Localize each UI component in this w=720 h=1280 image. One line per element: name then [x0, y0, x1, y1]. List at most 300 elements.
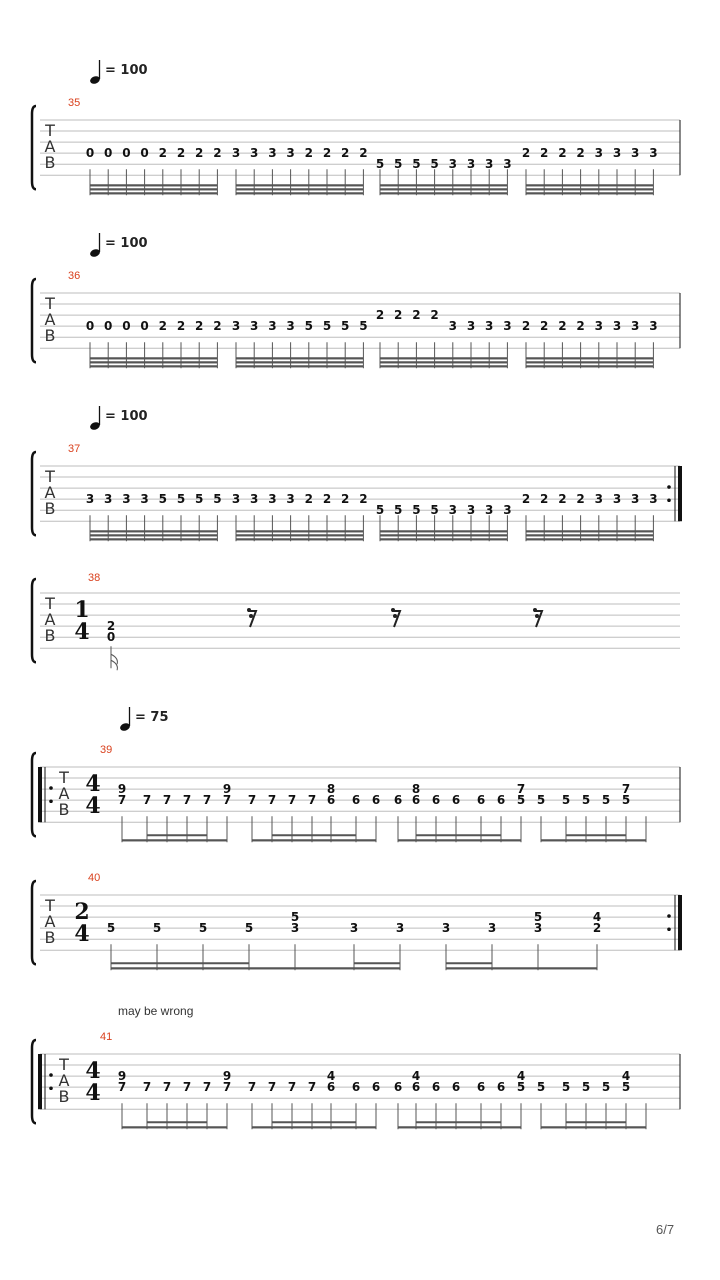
- beam: [147, 834, 207, 836]
- tab-fret-number: 3: [268, 492, 277, 507]
- tab-fret-number: 6: [431, 1080, 441, 1095]
- tab-fret-number: 3: [594, 146, 603, 161]
- tab-fret-number: 9: [222, 1069, 232, 1084]
- tab-fret-number: 6: [476, 1080, 486, 1095]
- tab-fret-number: 3: [395, 921, 405, 936]
- beam: [90, 357, 217, 359]
- tab-fret-number: 2: [540, 492, 549, 507]
- tab-fret-number: 3: [594, 319, 603, 334]
- tab-fret-number: 3: [448, 157, 457, 172]
- tab-fret-number: 3: [612, 319, 622, 334]
- rest-dot: [535, 614, 539, 618]
- end-barline-thick: [678, 466, 682, 521]
- time-signature-bottom: 4: [85, 1080, 101, 1106]
- tab-fret-number: 2: [158, 319, 167, 334]
- rest-dot: [533, 608, 537, 612]
- tab-fret-number: 3: [231, 146, 241, 161]
- tab-fret-number: 4: [326, 1069, 336, 1084]
- tab-fret-number: 0: [140, 319, 149, 334]
- tab-fret-number: 3: [250, 492, 259, 507]
- tab-fret-number: 3: [503, 319, 512, 334]
- tab-fret-number: 3: [448, 503, 457, 518]
- beam: [380, 192, 507, 194]
- tab-clef-letter: B: [44, 499, 56, 518]
- tab-fret-number: 3: [349, 921, 359, 936]
- tab-fret-number: 2: [213, 146, 222, 161]
- rest-dot: [391, 608, 395, 612]
- tab-fret-number: 3: [631, 146, 640, 161]
- system-bracket: [32, 279, 36, 362]
- tab-fret-number: 3: [268, 146, 277, 161]
- page-number: 6/7: [656, 1222, 675, 1237]
- tab-fret-number: 2: [540, 319, 549, 334]
- tab-fret-number: 3: [649, 492, 658, 507]
- tab-fret-number: 2: [558, 146, 567, 161]
- tab-fret-number: 5: [561, 793, 571, 808]
- tab-fret-number: 0: [104, 146, 113, 161]
- time-signature-bottom: 4: [74, 921, 90, 947]
- repeat-dot: [667, 927, 671, 931]
- tab-fret-number: 7: [222, 1080, 232, 1095]
- tab-fret-number: 7: [222, 793, 232, 808]
- tab-fret-number: 5: [516, 1080, 526, 1095]
- beam: [354, 962, 400, 964]
- beam: [236, 534, 363, 536]
- tab-fret-number: 7: [287, 1080, 297, 1095]
- repeat-dot: [49, 799, 53, 803]
- tab-fret-number: 7: [117, 1080, 127, 1095]
- tab-fret-number: 5: [533, 910, 543, 925]
- tab-fret-number: 6: [351, 1080, 361, 1095]
- system-bracket: [32, 452, 36, 535]
- tab-fret-number: 3: [649, 319, 658, 334]
- beam: [526, 192, 653, 194]
- beam: [272, 834, 356, 836]
- beam: [90, 184, 217, 186]
- beam: [380, 365, 507, 367]
- tab-fret-number: 0: [85, 319, 95, 334]
- tab-fret-number: 5: [394, 503, 403, 518]
- tab-fret-number: 3: [649, 146, 658, 161]
- tab-fret-number: 6: [371, 1080, 381, 1095]
- tab-fret-number: 2: [158, 146, 167, 161]
- tab-fret-number: 2: [558, 319, 567, 334]
- tempo-marking: = 100: [105, 63, 148, 78]
- tab-clef-letter: B: [44, 153, 56, 172]
- tab-fret-number: 3: [485, 157, 494, 172]
- tab-fret-number: 5: [290, 910, 300, 925]
- beam: [398, 839, 521, 841]
- tab-fret-number: 5: [375, 157, 385, 172]
- time-signature-top: 1: [74, 597, 90, 623]
- bar-number: 37: [68, 443, 81, 455]
- tab-clef-letter: B: [44, 928, 56, 947]
- beam: [380, 534, 507, 536]
- tab-fret-number: 2: [359, 146, 368, 161]
- beam: [416, 834, 501, 836]
- tab-fret-number: 2: [592, 921, 602, 936]
- start-repeat-thick: [38, 767, 42, 822]
- tab-clef-letter: T: [59, 768, 69, 787]
- bar-number: 35: [68, 97, 81, 109]
- tab-fret-number: 3: [441, 921, 451, 936]
- tab-fret-number: 7: [182, 793, 192, 808]
- tab-fret-number: 0: [85, 146, 95, 161]
- beam: [122, 1126, 227, 1128]
- system-bracket: [32, 579, 36, 662]
- tab-fret-number: 4: [411, 1069, 421, 1084]
- tab-clef-letter: T: [45, 896, 55, 915]
- tab-fret-number: 3: [448, 319, 457, 334]
- beam: [566, 1121, 626, 1123]
- beam: [236, 365, 363, 367]
- tab-fret-number: 2: [195, 146, 204, 161]
- beam: [526, 188, 653, 190]
- beam: [380, 188, 507, 190]
- tab-fret-number: 7: [142, 793, 152, 808]
- tempo-marking: = 100: [105, 409, 148, 424]
- tab-fret-number: 2: [430, 308, 439, 323]
- tab-clef-letter: A: [44, 137, 56, 156]
- rest-dot: [247, 608, 251, 612]
- beam: [272, 1121, 356, 1123]
- beam: [252, 839, 376, 841]
- tab-clef-letter: A: [44, 610, 56, 629]
- tab-fret-number: 5: [195, 492, 204, 507]
- beam: [236, 184, 363, 186]
- tab-fret-number: 2: [341, 146, 350, 161]
- tab-fret-number: 2: [576, 146, 585, 161]
- tab-clef-letter: B: [58, 1087, 70, 1106]
- tab-fret-number: 6: [371, 793, 381, 808]
- tab-fret-number: 5: [430, 503, 439, 518]
- tab-fret-number: 6: [393, 1080, 403, 1095]
- tab-fret-number: 6: [451, 793, 461, 808]
- tab-clef-letter: B: [44, 326, 56, 345]
- tab-fret-number: 2: [576, 492, 585, 507]
- beam: [236, 530, 363, 532]
- beam: [122, 839, 227, 841]
- bar-number: 36: [68, 270, 81, 282]
- tab-clef-letter: T: [45, 594, 55, 613]
- tab-fret-number: 5: [581, 1080, 591, 1095]
- tab-fret-number: 7: [142, 1080, 152, 1095]
- beam: [90, 192, 217, 194]
- beam: [90, 534, 217, 536]
- tab-fret-number: 3: [290, 921, 300, 936]
- tempo-marking: = 100: [105, 236, 148, 251]
- tab-fret-number: 9: [117, 1069, 127, 1084]
- tab-fret-number: 3: [140, 492, 149, 507]
- beam: [236, 192, 363, 194]
- tab-fret-number: 5: [244, 921, 254, 936]
- tab-fret-number: 2: [521, 319, 531, 334]
- tab-fret-number: 2: [359, 492, 368, 507]
- tab-fret-number: 5: [158, 492, 167, 507]
- tempo-marking: = 75: [135, 710, 169, 725]
- tab-fret-number: 6: [431, 793, 441, 808]
- tab-fret-number: 3: [485, 503, 494, 518]
- tab-fret-number: 3: [612, 492, 622, 507]
- tab-fret-number: 2: [304, 146, 313, 161]
- beam: [541, 839, 646, 841]
- beam: [147, 1121, 207, 1123]
- beam: [380, 184, 507, 186]
- tab-clef-letter: A: [58, 784, 70, 803]
- system-bracket: [32, 753, 36, 836]
- tab-fret-number: 7: [267, 793, 277, 808]
- tab-fret-number: 5: [213, 492, 222, 507]
- tab-fret-number: 5: [412, 157, 421, 172]
- repeat-dot: [667, 498, 671, 502]
- tab-fret-number: 9: [117, 782, 127, 797]
- tab-fret-number: 3: [250, 319, 259, 334]
- beam: [380, 357, 507, 359]
- tab-fret-number: 7: [202, 1080, 212, 1095]
- tab-fret-number: 2: [521, 146, 531, 161]
- tab-fret-number: 5: [412, 503, 421, 518]
- tab-fret-number: 5: [341, 319, 350, 334]
- tab-fret-number: 9: [222, 782, 232, 797]
- tab-fret-number: 5: [176, 492, 186, 507]
- rest-icon: [248, 611, 256, 627]
- tab-fret-number: 4: [621, 1069, 631, 1084]
- tab-fret-number: 5: [601, 1080, 611, 1095]
- tab-fret-number: 5: [621, 793, 631, 808]
- repeat-dot: [667, 485, 671, 489]
- tab-clef-letter: B: [44, 626, 56, 645]
- tab-fret-number: 5: [430, 157, 439, 172]
- repeat-dot: [49, 1086, 53, 1090]
- beam: [380, 538, 507, 540]
- tab-fret-number: 6: [476, 793, 486, 808]
- tab-clef-letter: T: [45, 467, 55, 486]
- tab-fret-number: 3: [466, 503, 476, 518]
- tab-fret-number: 7: [247, 793, 257, 808]
- repeat-dot: [49, 1073, 53, 1077]
- tab-fret-number: 7: [267, 1080, 277, 1095]
- tab-fret-number: 7: [247, 1080, 257, 1095]
- tab-fret-number: 6: [351, 793, 361, 808]
- tab-fret-number: 3: [503, 503, 512, 518]
- beam: [526, 357, 653, 359]
- tab-clef-letter: T: [45, 121, 55, 140]
- beam: [236, 188, 363, 190]
- beam: [236, 538, 363, 540]
- beam: [566, 834, 626, 836]
- tab-fret-number: 7: [287, 793, 297, 808]
- tab-fret-number: 2: [213, 319, 222, 334]
- tab-fret-number: 7: [117, 793, 127, 808]
- tab-fret-number: 3: [250, 146, 259, 161]
- beam: [526, 534, 653, 536]
- time-signature-top: 4: [85, 1058, 101, 1084]
- tab-fret-number: 7: [516, 782, 526, 797]
- tab-fret-number: 2: [176, 319, 186, 334]
- beam: [90, 530, 217, 532]
- tab-fret-number: 5: [152, 921, 162, 936]
- beam: [526, 361, 653, 363]
- tab-fret-number: 0: [106, 630, 116, 645]
- rest-dot: [393, 614, 397, 618]
- tab-fret-number: 0: [122, 146, 131, 161]
- beam: [111, 967, 400, 969]
- beam: [446, 967, 597, 969]
- tab-fret-number: 7: [307, 793, 317, 808]
- tab-fret-number: 3: [85, 492, 95, 507]
- tab-fret-number: 7: [182, 1080, 192, 1095]
- tab-clef-letter: A: [44, 912, 56, 931]
- tab-fret-number: 2: [341, 492, 350, 507]
- tab-fret-number: 2: [176, 146, 186, 161]
- beam: [111, 962, 249, 964]
- beam: [416, 1121, 501, 1123]
- tab-fret-number: 6: [496, 1080, 506, 1095]
- repeat-dot: [49, 786, 53, 790]
- tab-fret-number: 2: [394, 308, 403, 323]
- beam: [541, 1126, 646, 1128]
- tab-fret-number: 6: [411, 1080, 421, 1095]
- tab-fret-number: 2: [576, 319, 585, 334]
- tab-fret-number: 5: [581, 793, 591, 808]
- tab-fret-number: 3: [485, 319, 494, 334]
- tab-fret-number: 5: [536, 1080, 546, 1095]
- tab-fret-number: 5: [375, 503, 385, 518]
- tab-fret-number: 3: [286, 492, 295, 507]
- tab-fret-number: 7: [162, 793, 172, 808]
- tab-fret-number: 7: [202, 793, 212, 808]
- tab-fret-number: 6: [326, 793, 336, 808]
- rest-icon: [534, 611, 542, 627]
- tab-clef-letter: A: [58, 1071, 70, 1090]
- tab-fret-number: 3: [286, 146, 295, 161]
- tab-fret-number: 0: [122, 319, 131, 334]
- tab-clef-letter: T: [45, 294, 55, 313]
- tab-fret-number: 3: [286, 319, 295, 334]
- tab-fret-number: 3: [533, 921, 543, 936]
- tab-fret-number: 0: [140, 146, 149, 161]
- beam: [252, 1126, 376, 1128]
- tab-fret-number: 7: [307, 1080, 317, 1095]
- tab-clef-letter: B: [58, 800, 70, 819]
- start-repeat-thick: [38, 1054, 42, 1109]
- beam: [90, 188, 217, 190]
- tab-fret-number: 0: [104, 319, 113, 334]
- system-bracket: [32, 106, 36, 189]
- beam: [526, 530, 653, 532]
- tab-fret-number: 2: [540, 146, 549, 161]
- bar-number: 38: [88, 572, 101, 584]
- tab-fret-number: 7: [162, 1080, 172, 1095]
- tab-fret-number: 2: [412, 308, 421, 323]
- tab-fret-number: 5: [304, 319, 313, 334]
- tab-fret-number: 3: [104, 492, 113, 507]
- tab-fret-number: 2: [106, 619, 116, 634]
- tab-fret-number: 5: [621, 1080, 631, 1095]
- tab-fret-number: 3: [466, 319, 476, 334]
- system-bracket: [32, 881, 36, 964]
- tab-fret-number: 3: [503, 157, 512, 172]
- tab-fret-number: 3: [268, 319, 277, 334]
- tab-fret-number: 2: [322, 146, 332, 161]
- tab-fret-number: 5: [601, 793, 611, 808]
- tab-fret-number: 8: [411, 782, 421, 797]
- tab-fret-number: 5: [106, 921, 116, 936]
- time-signature-bottom: 4: [85, 793, 101, 819]
- beam: [380, 530, 507, 532]
- tab-fret-number: 5: [561, 1080, 571, 1095]
- tab-fret-number: 2: [521, 492, 531, 507]
- tab-fret-number: 5: [198, 921, 208, 936]
- tab-fret-number: 3: [594, 492, 603, 507]
- bar-number: 41: [100, 1031, 113, 1043]
- time-signature-top: 2: [74, 899, 90, 925]
- annotation-text: may be wrong: [118, 1004, 194, 1018]
- tab-fret-number: 6: [393, 793, 403, 808]
- bar-number: 39: [100, 744, 113, 756]
- rest-dot: [249, 614, 253, 618]
- beam: [526, 184, 653, 186]
- beam: [526, 538, 653, 540]
- tab-fret-number: 3: [631, 319, 640, 334]
- tab-fret-number: 3: [487, 921, 497, 936]
- tab-fret-number: 3: [231, 319, 241, 334]
- time-signature-top: 4: [85, 771, 101, 797]
- tab-fret-number: 8: [326, 782, 336, 797]
- end-barline-thick: [678, 895, 682, 950]
- tab-fret-number: 2: [558, 492, 567, 507]
- note-flag: [111, 660, 117, 670]
- tab-clef-letter: A: [44, 483, 56, 502]
- tab-fret-number: 2: [195, 319, 204, 334]
- tab-fret-number: 7: [621, 782, 631, 797]
- tab-fret-number: 3: [631, 492, 640, 507]
- tab-fret-number: 5: [516, 793, 526, 808]
- beam: [526, 365, 653, 367]
- tab-fret-number: 6: [451, 1080, 461, 1095]
- time-signature-bottom: 4: [74, 619, 90, 645]
- tab-fret-number: 3: [612, 146, 622, 161]
- tab-fret-number: 2: [304, 492, 313, 507]
- beam: [446, 962, 492, 964]
- tab-fret-number: 2: [375, 308, 385, 323]
- tab-clef-letter: A: [44, 310, 56, 329]
- tab-fret-number: 3: [122, 492, 131, 507]
- tab-clef-letter: T: [59, 1055, 69, 1074]
- tab-fret-number: 3: [466, 157, 476, 172]
- tab-fret-number: 6: [496, 793, 506, 808]
- tab-fret-number: 5: [322, 319, 332, 334]
- tab-fret-number: 6: [326, 1080, 336, 1095]
- system-bracket: [32, 1040, 36, 1123]
- beam: [380, 361, 507, 363]
- tab-fret-number: 4: [592, 910, 602, 925]
- tab-fret-number: 5: [394, 157, 403, 172]
- rest-icon: [392, 611, 400, 627]
- beam: [90, 365, 217, 367]
- beam: [90, 538, 217, 540]
- beam: [398, 1126, 521, 1128]
- beam: [90, 361, 217, 363]
- tab-fret-number: 4: [516, 1069, 526, 1084]
- repeat-dot: [667, 914, 671, 918]
- bar-number: 40: [88, 872, 101, 884]
- tab-fret-number: 5: [536, 793, 546, 808]
- tab-fret-number: 6: [411, 793, 421, 808]
- tab-fret-number: 3: [231, 492, 241, 507]
- tab-fret-number: 5: [359, 319, 368, 334]
- beam: [236, 361, 363, 363]
